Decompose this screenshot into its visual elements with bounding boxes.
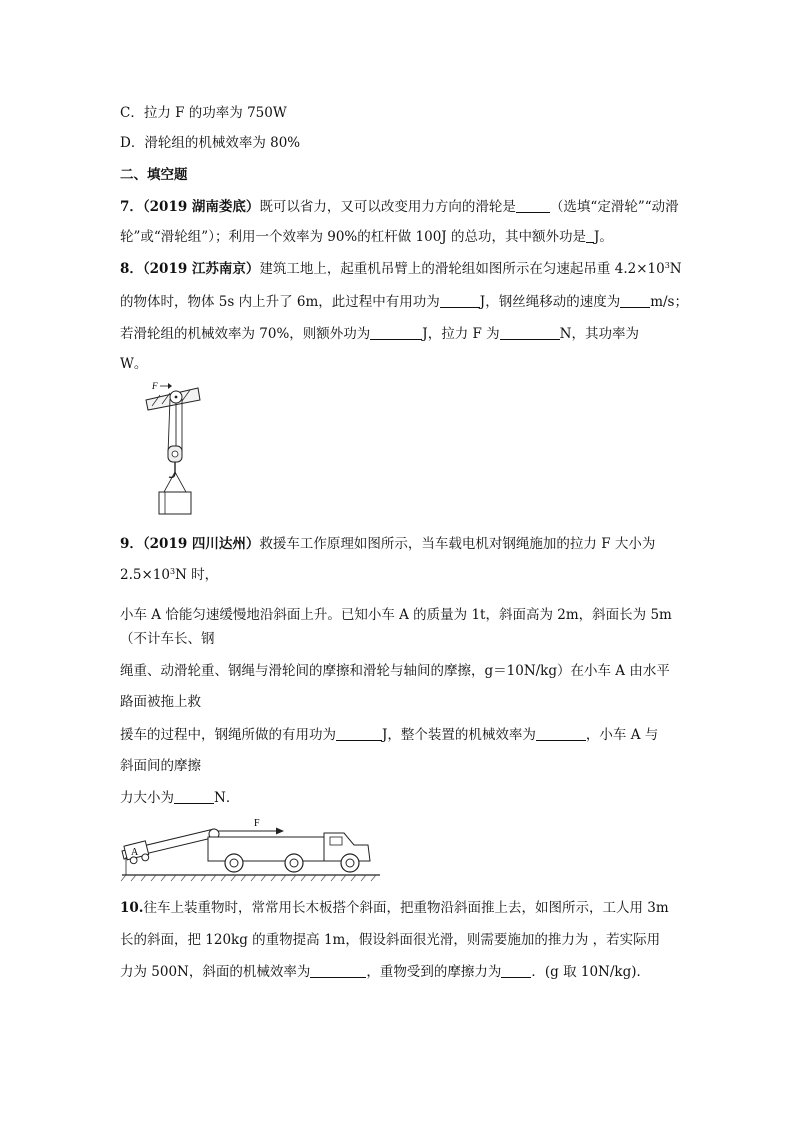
- option-c: C．拉力 F 的功率为 750W: [120, 105, 287, 121]
- q9-line-5: 绳重、动滑轮重、钢绳与滑轮间的摩擦和滑轮与轴间的摩擦，g＝10N/kg）在小车 A 由水平: [120, 663, 670, 679]
- q7-text-2-end: J。: [594, 229, 613, 245]
- q8-text-3b: J，拉力 F 为: [422, 326, 500, 342]
- option-d: D．滑轮组的机械效率为 80%: [120, 135, 301, 151]
- q10-number: 10.: [120, 900, 144, 916]
- cart-a-label: A: [131, 847, 139, 858]
- q7-blank-2[interactable]: [586, 228, 594, 243]
- q9-line-8: 斜面间的摩擦: [120, 758, 201, 774]
- q9-number: 9．: [120, 536, 143, 552]
- q9-text-7a: 援车的过程中，钢绳所做的有用功为: [120, 727, 336, 743]
- q9-text-9b: N．: [214, 790, 240, 806]
- q8-blank-1[interactable]: [440, 293, 480, 308]
- q8-exponent: 3: [664, 261, 670, 270]
- q8-number: 8．: [120, 261, 143, 277]
- q8-text-2c: m/s；: [650, 294, 688, 310]
- q8-source: （2019 江苏南京）: [142, 261, 260, 277]
- q8-line-1: [120, 260, 682, 278]
- q10-line-1: [120, 899, 669, 917]
- q8-line-2: [120, 293, 688, 311]
- q8-blank-3[interactable]: [370, 325, 422, 340]
- truck-wheel: [341, 854, 359, 872]
- q10-text-3c: ．(g 取 10N/kg)．: [531, 964, 650, 980]
- force-label: F: [254, 818, 260, 829]
- pulley-crane-figure: [138, 380, 218, 520]
- q9-exponent: 3: [169, 567, 176, 576]
- q8-text-3c: N，其功率为: [559, 326, 639, 342]
- load-block: [159, 492, 191, 514]
- hook-icon: [169, 462, 175, 477]
- truck-wheel: [285, 854, 303, 872]
- q9-line-6: 路面被拖上救: [120, 694, 201, 710]
- q9-blank-2[interactable]: [536, 726, 586, 741]
- q8-line-3: [120, 325, 639, 343]
- q9-text-2b: N 时，: [175, 567, 219, 583]
- q9-text-2a: 2.5×10: [120, 567, 170, 583]
- section-title: 二、填空题: [120, 167, 188, 183]
- q7-line-2: [120, 228, 613, 246]
- q8-text-1b: N: [669, 261, 682, 277]
- q9-blank-1[interactable]: [336, 726, 382, 741]
- q10-line-3: [120, 963, 650, 981]
- q10-line-2: 长的斜面，把 120kg 的重物提高 1m，假设斜面很光滑，则需要施加的推力为 ，若实际用: [120, 932, 661, 948]
- rescue-truck-figure: [118, 815, 388, 885]
- q7-line-1: [120, 198, 679, 216]
- q7-blank-1[interactable]: [516, 198, 550, 213]
- figure-force-label: F: [152, 381, 158, 391]
- truck-body: [208, 837, 328, 861]
- q9-line-2: [120, 566, 218, 584]
- q8-text-2b: J，钢丝绳移动的速度为: [479, 294, 621, 310]
- q8-text-2a: 的物体时，物体 5s 内上升了 6m，此过程中有用功为: [120, 294, 440, 310]
- q10-text-3a: 力为 500N，斜面的机械效率为: [120, 964, 311, 980]
- q9-line-9: [120, 789, 239, 807]
- q8-text-1a: 建筑工地上，起重机吊臂上的滑轮组如图所示在匀速起吊重 4.2×10: [259, 261, 665, 277]
- q7-source: （2019 湖南娄底）: [142, 199, 260, 215]
- q7-text-2: 轮”或“滑轮组”）；利用一个效率为 90%的杠杆做 100J 的总功，其中额外功是: [120, 229, 587, 245]
- truck-wheel: [225, 854, 243, 872]
- q9-text-9a: 力大小为: [120, 790, 174, 806]
- q10-blank-2[interactable]: [501, 963, 531, 978]
- q10-text-3b: ，重物受到的摩擦力为: [366, 964, 502, 980]
- q10-blank-1[interactable]: [310, 963, 366, 978]
- q9-line-4: （不计车长、钢: [120, 631, 215, 647]
- q10-text-1: 往车上装重物时，常常用长木板搭个斜面，把重物沿斜面推上去，如图所示，工人用 3m: [143, 900, 669, 916]
- q9-line-1: [120, 535, 655, 553]
- q7-text-1b: （选填“定滑轮”“动滑: [549, 199, 679, 215]
- q9-text-7b: J，整个装置的机械效率为: [382, 727, 536, 743]
- q9-text-1: 救援车工作原理如图所示，当车载电机对钢绳施加的拉力 F 大小为: [259, 536, 656, 552]
- q9-line-7: [120, 726, 658, 744]
- q8-text-3a: 若滑轮组的机械效率为 70%，则额外功为: [120, 326, 371, 342]
- q9-line-3: 小车 A 恰能匀速缓慢地沿斜面上升。已知小车 A 的质量为 1t，斜面高为 2m，斜面长为 5m: [120, 607, 672, 623]
- q9-source: （2019 四川达州）: [142, 536, 260, 552]
- q9-blank-3[interactable]: [174, 789, 214, 804]
- q8-line-4: W。: [120, 356, 148, 372]
- q8-blank-4[interactable]: [500, 325, 560, 340]
- q8-blank-2[interactable]: [620, 293, 650, 308]
- q7-number: 7．: [120, 199, 143, 215]
- q9-text-7c: ，小车 A 与: [585, 727, 659, 743]
- q7-text-1a: 既可以省力，又可以改变用力方向的滑轮是: [259, 199, 516, 215]
